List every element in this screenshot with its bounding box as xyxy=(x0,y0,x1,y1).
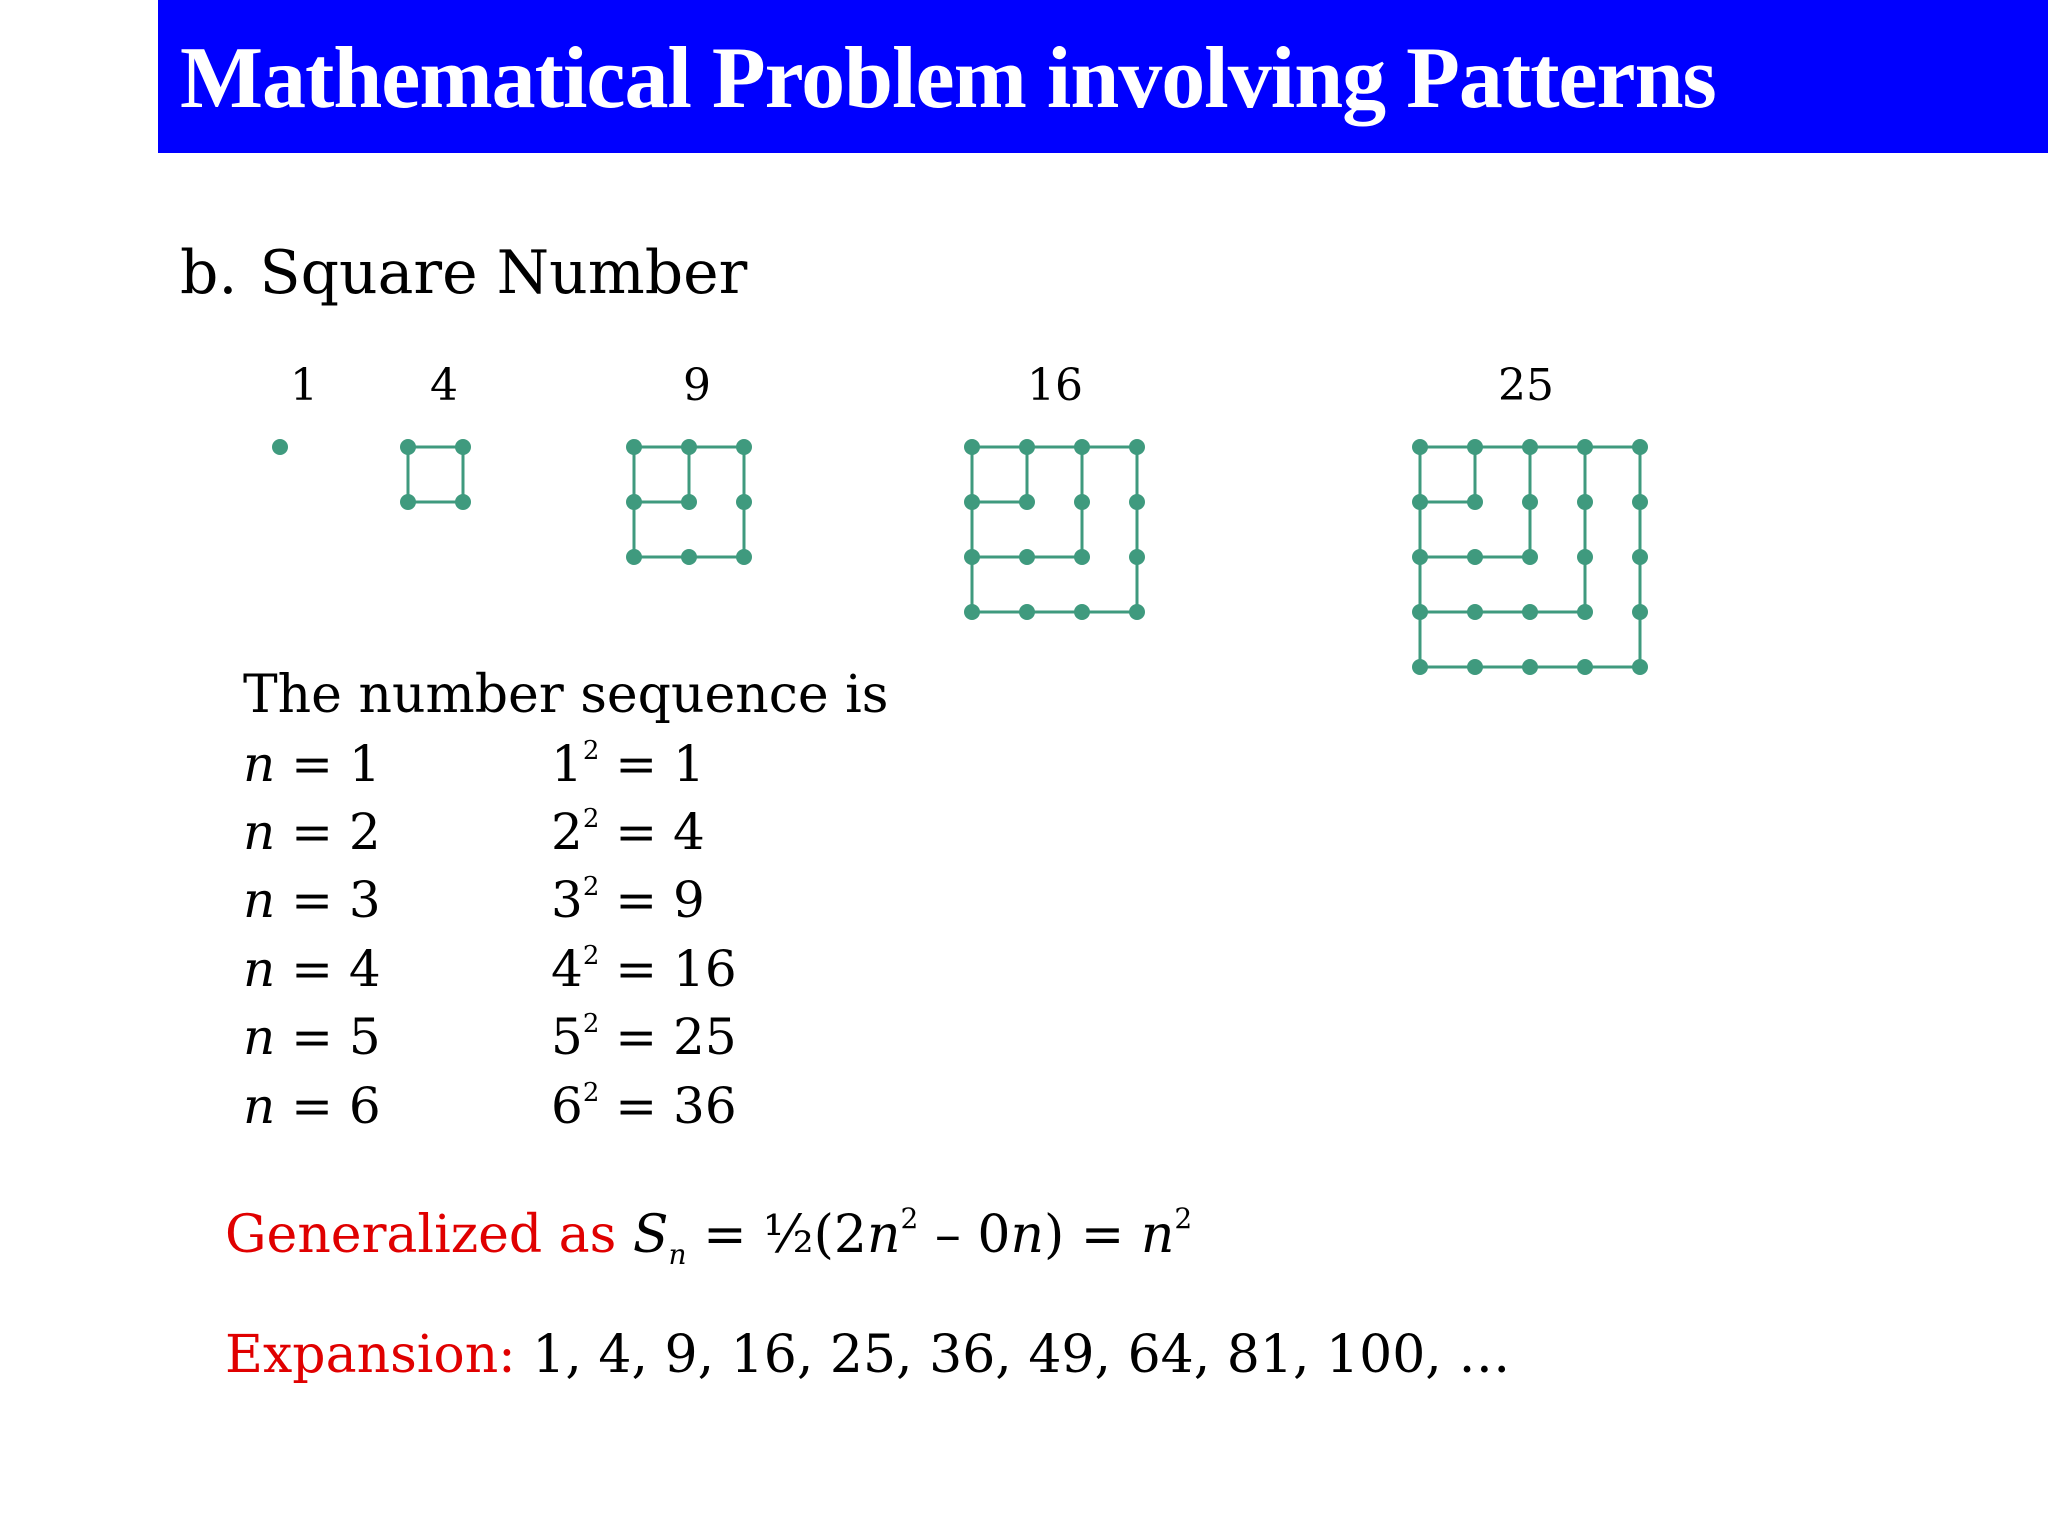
expansion-values: 1, 4, 9, 16, 25, 36, 49, 64, 81, 100, … xyxy=(532,1325,1511,1385)
dot xyxy=(455,439,471,455)
dot xyxy=(1129,494,1145,510)
dot xyxy=(964,549,980,565)
section-letter: b. xyxy=(180,238,238,308)
dot xyxy=(1019,549,1035,565)
dot xyxy=(1412,659,1428,675)
gnomon-4 xyxy=(972,447,1137,612)
dot xyxy=(272,439,288,455)
dot xyxy=(1412,604,1428,620)
gnomon-2 xyxy=(634,447,689,502)
dot xyxy=(1074,439,1090,455)
dot xyxy=(1632,604,1648,620)
dot xyxy=(1129,549,1145,565)
dot xyxy=(1412,439,1428,455)
dot xyxy=(1019,439,1035,455)
dot xyxy=(400,494,416,510)
pattern-25-dots xyxy=(1412,439,1648,675)
pattern-label-4: 4 xyxy=(430,360,458,411)
dot xyxy=(964,439,980,455)
dot xyxy=(1632,549,1648,565)
dot xyxy=(1577,659,1593,675)
dot xyxy=(681,494,697,510)
pattern-label-16: 16 xyxy=(1027,360,1083,411)
dot xyxy=(1412,494,1428,510)
dot xyxy=(964,494,980,510)
expansion-label: Expansion: xyxy=(225,1325,533,1385)
sequence-intro: The number sequence is xyxy=(243,665,889,725)
dot xyxy=(681,439,697,455)
dot xyxy=(1129,604,1145,620)
dot xyxy=(1522,604,1538,620)
dot xyxy=(736,439,752,455)
dot xyxy=(1632,659,1648,675)
dot xyxy=(1467,494,1483,510)
dot xyxy=(1577,604,1593,620)
dot xyxy=(1074,604,1090,620)
dot xyxy=(1632,494,1648,510)
dot xyxy=(1632,439,1648,455)
dot xyxy=(964,604,980,620)
dot xyxy=(1019,494,1035,510)
dot xyxy=(681,549,697,565)
slide-title: Mathematical Problem involving Patterns xyxy=(180,30,1716,127)
square-dot-patterns xyxy=(0,0,2048,720)
dot xyxy=(1467,439,1483,455)
dot xyxy=(1129,439,1145,455)
dot xyxy=(1074,494,1090,510)
dot xyxy=(455,494,471,510)
dot xyxy=(1019,604,1035,620)
pattern-16-dots xyxy=(964,439,1145,620)
pattern-4-dots xyxy=(400,439,471,510)
dot xyxy=(1522,549,1538,565)
dot xyxy=(400,439,416,455)
dot xyxy=(1522,659,1538,675)
generalized-formula: Generalized as $S_n$ = $\frac{1}{2}(2n^2 - 0n) = n^2$ xyxy=(225,1202,1193,1271)
dot xyxy=(736,494,752,510)
dot xyxy=(1467,604,1483,620)
dot xyxy=(1577,439,1593,455)
pattern-1-dots xyxy=(272,439,288,455)
dot xyxy=(736,549,752,565)
dot xyxy=(1577,549,1593,565)
pattern-label-9: 9 xyxy=(683,360,711,411)
dot xyxy=(1467,659,1483,675)
dot xyxy=(1467,549,1483,565)
dot xyxy=(1577,494,1593,510)
dot xyxy=(1522,494,1538,510)
dot xyxy=(626,494,642,510)
pattern-9-dots xyxy=(626,439,752,565)
pattern-label-25: 25 xyxy=(1498,360,1554,411)
gnomon-4 xyxy=(1420,447,1585,612)
expansion-line xyxy=(225,1325,1510,1385)
dot xyxy=(1412,549,1428,565)
dot xyxy=(626,549,642,565)
gnomon-2 xyxy=(1420,447,1475,502)
dot xyxy=(626,439,642,455)
gnomon-2 xyxy=(408,447,463,502)
dot xyxy=(1074,549,1090,565)
pattern-label-1: 1 xyxy=(290,360,318,411)
dot xyxy=(1522,439,1538,455)
gnomon-2 xyxy=(972,447,1027,502)
section-title: Square Number xyxy=(259,238,748,308)
